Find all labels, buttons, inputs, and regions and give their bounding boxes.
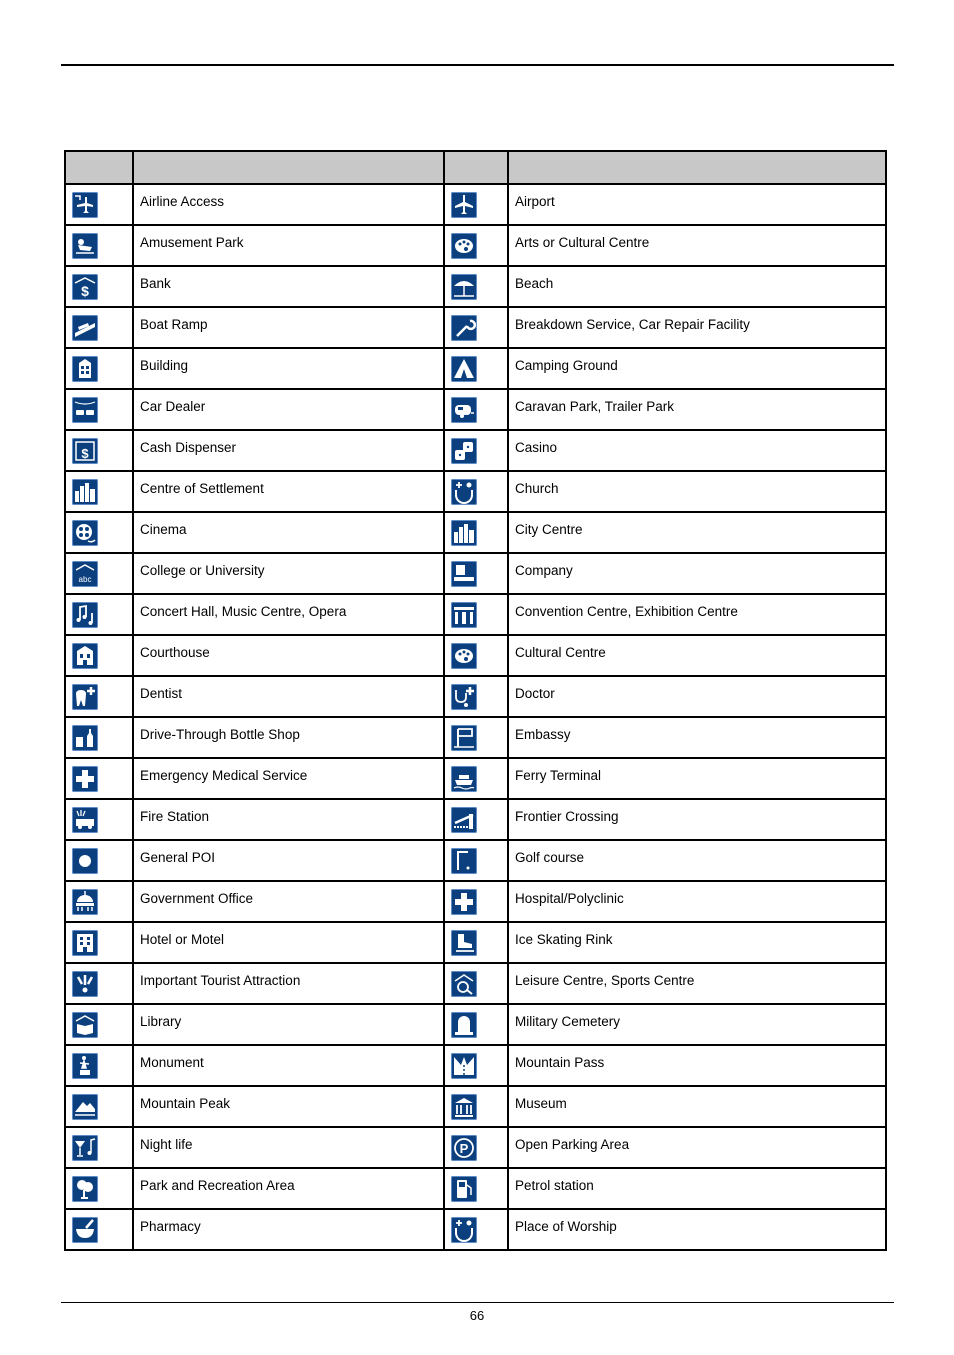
label-cell	[508, 348, 886, 389]
music-notes-icon	[72, 602, 98, 628]
poi-label: Boat Ramp	[140, 317, 208, 332]
beach-umbrella-icon	[451, 274, 477, 300]
icon-cell	[65, 1004, 133, 1045]
golf-flag-icon	[451, 848, 477, 874]
table-row	[65, 635, 886, 676]
icon-cell	[65, 266, 133, 307]
label-cell	[508, 881, 886, 922]
icon-cell	[65, 225, 133, 266]
mortar-pestle-icon	[72, 1217, 98, 1243]
icon-cell	[65, 1127, 133, 1168]
label-cell	[133, 553, 444, 594]
label-cell	[508, 184, 886, 225]
icon-cell	[444, 799, 508, 840]
poi-label: Open Parking Area	[515, 1137, 630, 1152]
label-cell	[133, 471, 444, 512]
bottle-shop-icon	[72, 725, 98, 751]
icon-cell	[65, 717, 133, 758]
film-reel-icon	[72, 520, 98, 546]
poi-label: Frontier Crossing	[515, 809, 619, 824]
poi-label: Ferry Terminal	[515, 768, 602, 783]
table-row	[65, 389, 886, 430]
cash-dispenser-icon	[72, 438, 98, 464]
icon-cell	[444, 758, 508, 799]
poi-label: Casino	[515, 440, 558, 455]
label-cell	[508, 799, 886, 840]
label-cell	[508, 758, 886, 799]
mountain-peak-icon	[72, 1094, 98, 1120]
icon-cell	[444, 1209, 508, 1250]
table-row	[65, 881, 886, 922]
hotel-icon	[72, 930, 98, 956]
label-cell	[508, 1045, 886, 1086]
label-cell	[508, 512, 886, 553]
label-cell	[133, 717, 444, 758]
company-icon	[451, 561, 477, 587]
icon-cell	[65, 389, 133, 430]
poi-label: Caravan Park, Trailer Park	[515, 399, 675, 414]
table-row	[65, 922, 886, 963]
label-cell	[133, 348, 444, 389]
poi-label: General POI	[140, 850, 216, 865]
table-row	[65, 512, 886, 553]
header-cell	[508, 151, 886, 184]
label-cell	[508, 225, 886, 266]
label-cell	[508, 922, 886, 963]
poi-label: College or University	[140, 563, 265, 578]
poi-label: Dentist	[140, 686, 183, 701]
label-cell	[133, 1004, 444, 1045]
table-row	[65, 1086, 886, 1127]
flag-icon	[451, 725, 477, 751]
label-cell	[133, 184, 444, 225]
poi-label: City Centre	[515, 522, 583, 537]
tourist-attraction-icon	[72, 971, 98, 997]
svg-text:P: P	[459, 1141, 469, 1156]
icon-cell	[444, 1168, 508, 1209]
icon-cell	[444, 307, 508, 348]
table-row	[65, 840, 886, 881]
table-row	[65, 430, 886, 471]
poi-label: Fire Station	[140, 809, 210, 824]
poi-label: Airport	[515, 194, 555, 209]
mountain-pass-icon	[451, 1053, 477, 1079]
icon-cell	[444, 225, 508, 266]
poi-label: Cash Dispenser	[140, 440, 237, 455]
poi-label: Beach	[515, 276, 554, 291]
bank-icon	[72, 274, 98, 300]
poi-label: Embassy	[515, 727, 571, 742]
label-cell	[508, 635, 886, 676]
poi-label: Library	[140, 1014, 182, 1029]
table-row	[65, 348, 886, 389]
city-skyline-icon	[451, 520, 477, 546]
label-cell	[133, 1127, 444, 1168]
poi-label: Emergency Medical Service	[140, 768, 308, 783]
fire-truck-icon	[72, 807, 98, 833]
table-row	[65, 1004, 886, 1045]
icon-cell	[444, 963, 508, 1004]
poi-icon-table	[64, 150, 887, 1251]
poi-label: Monument	[140, 1055, 204, 1070]
table-row	[65, 1045, 886, 1086]
header-cell	[133, 151, 444, 184]
cocktail-icon	[72, 1135, 98, 1161]
palette-icon	[451, 233, 477, 259]
icon-cell	[65, 553, 133, 594]
library-book-icon	[72, 1012, 98, 1038]
table-row	[65, 553, 886, 594]
icon-cell	[444, 717, 508, 758]
table-row	[65, 594, 886, 635]
parking-icon	[451, 1135, 477, 1161]
icon-cell	[65, 594, 133, 635]
poi-label: Drive-Through Bottle Shop	[140, 727, 300, 742]
label-cell	[133, 840, 444, 881]
poi-label: Company	[515, 563, 573, 578]
building-icon	[72, 356, 98, 382]
icon-cell	[65, 799, 133, 840]
icon-cell	[65, 758, 133, 799]
convention-centre-icon	[451, 602, 477, 628]
poi-label: Church	[515, 481, 559, 496]
table-row	[65, 676, 886, 717]
wrench-icon	[451, 315, 477, 341]
icon-cell	[65, 840, 133, 881]
label-cell	[508, 594, 886, 635]
label-cell	[133, 1086, 444, 1127]
table-body	[65, 184, 886, 1250]
icon-cell	[444, 512, 508, 553]
table-row	[65, 799, 886, 840]
city-skyline-icon	[72, 479, 98, 505]
icon-cell	[444, 922, 508, 963]
icon-cell	[65, 635, 133, 676]
header-cell	[65, 151, 133, 184]
museum-icon	[451, 1094, 477, 1120]
ice-skate-icon	[451, 930, 477, 956]
icon-cell	[65, 1168, 133, 1209]
poi-label: Doctor	[515, 686, 555, 701]
poi-label: Important Tourist Attraction	[140, 973, 301, 988]
poi-label: Airline Access	[140, 194, 225, 209]
label-cell	[508, 266, 886, 307]
icon-cell	[444, 635, 508, 676]
svg-text:abc: abc	[78, 575, 92, 584]
label-cell	[133, 307, 444, 348]
label-cell	[133, 430, 444, 471]
icon-cell	[444, 1045, 508, 1086]
medical-cross-icon	[451, 889, 477, 915]
poi-label: Pharmacy	[140, 1219, 201, 1234]
icon-cell	[444, 881, 508, 922]
icon-cell	[444, 471, 508, 512]
tent-icon	[451, 356, 477, 382]
caravan-icon	[451, 397, 477, 423]
icon-cell	[65, 184, 133, 225]
poi-label: Hotel or Motel	[140, 932, 225, 947]
table-row	[65, 1168, 886, 1209]
svg-text:$: $	[81, 283, 89, 299]
icon-cell	[65, 922, 133, 963]
poi-label: Ice Skating Rink	[515, 932, 613, 947]
frontier-crossing-icon	[451, 807, 477, 833]
poi-label: Arts or Cultural Centre	[515, 235, 650, 250]
label-cell	[508, 471, 886, 512]
table-row	[65, 1127, 886, 1168]
poi-label: Museum	[515, 1096, 567, 1111]
government-dome-icon	[72, 889, 98, 915]
label-cell	[508, 1004, 886, 1045]
table-row	[65, 471, 886, 512]
airline-access-icon	[72, 192, 98, 218]
poi-label: Bank	[140, 276, 171, 291]
icon-cell	[65, 1086, 133, 1127]
icon-cell	[65, 430, 133, 471]
icon-cell	[444, 676, 508, 717]
icon-cell	[65, 348, 133, 389]
poi-label: Cultural Centre	[515, 645, 606, 660]
label-cell	[133, 512, 444, 553]
header-cell	[444, 151, 508, 184]
label-cell	[508, 840, 886, 881]
poi-label: Centre of Settlement	[140, 481, 264, 496]
label-cell	[133, 1209, 444, 1250]
icon-cell	[65, 471, 133, 512]
poi-label: Leisure Centre, Sports Centre	[515, 973, 695, 988]
page-number: 66	[469, 1308, 485, 1323]
table-row	[65, 184, 886, 225]
icon-cell	[65, 881, 133, 922]
church-icon	[451, 1217, 477, 1243]
poi-label: Breakdown Service, Car Repair Facility	[515, 317, 750, 332]
poi-label: Mountain Pass	[515, 1055, 605, 1070]
airport-icon	[451, 192, 477, 218]
icon-cell	[65, 1209, 133, 1250]
palette-icon	[451, 643, 477, 669]
header-rule	[61, 64, 894, 66]
gravestone-icon	[451, 1012, 477, 1038]
poi-label: Golf course	[515, 850, 585, 865]
table-row	[65, 225, 886, 266]
medical-cross-icon	[72, 766, 98, 792]
label-cell	[133, 881, 444, 922]
label-cell	[133, 676, 444, 717]
church-icon	[451, 479, 477, 505]
poi-label: Building	[140, 358, 189, 373]
label-cell	[508, 1168, 886, 1209]
label-cell	[133, 963, 444, 1004]
poi-label: Night life	[140, 1137, 193, 1152]
label-cell	[508, 717, 886, 758]
poi-label: Car Dealer	[140, 399, 206, 414]
label-cell	[133, 799, 444, 840]
label-cell	[133, 1168, 444, 1209]
table-row	[65, 1209, 886, 1250]
table-header-row	[65, 151, 886, 184]
poi-label: Convention Centre, Exhibition Centre	[515, 604, 738, 619]
amusement-park-icon	[72, 233, 98, 259]
icon-cell	[444, 266, 508, 307]
label-cell	[508, 1127, 886, 1168]
label-cell	[133, 758, 444, 799]
icon-cell	[444, 348, 508, 389]
icon-cell	[65, 676, 133, 717]
icon-cell	[65, 512, 133, 553]
label-cell	[508, 389, 886, 430]
icon-cell	[444, 430, 508, 471]
icon-cell	[65, 963, 133, 1004]
icon-cell	[444, 389, 508, 430]
poi-label: Petrol station	[515, 1178, 594, 1193]
sports-centre-icon	[451, 971, 477, 997]
poi-label: Amusement Park	[140, 235, 244, 250]
poi-label: Camping Ground	[515, 358, 618, 373]
table-row	[65, 963, 886, 1004]
table-row	[65, 758, 886, 799]
car-dealer-icon	[72, 397, 98, 423]
label-cell	[133, 922, 444, 963]
poi-label: Hospital/Polyclinic	[515, 891, 624, 906]
table-row	[65, 717, 886, 758]
icon-cell	[444, 1127, 508, 1168]
dot-icon	[72, 848, 98, 874]
ferry-icon	[451, 766, 477, 792]
icon-cell	[444, 184, 508, 225]
monument-icon	[72, 1053, 98, 1079]
poi-label: Military Cemetery	[515, 1014, 621, 1029]
label-cell	[133, 266, 444, 307]
label-cell	[508, 1086, 886, 1127]
label-cell	[508, 307, 886, 348]
college-icon	[72, 561, 98, 587]
icon-cell	[444, 1086, 508, 1127]
courthouse-icon	[72, 643, 98, 669]
label-cell	[508, 553, 886, 594]
table-row	[65, 266, 886, 307]
poi-label: Place of Worship	[515, 1219, 617, 1234]
svg-text:$: $	[81, 446, 89, 461]
stethoscope-icon	[451, 684, 477, 710]
icon-cell	[444, 1004, 508, 1045]
boat-ramp-icon	[72, 315, 98, 341]
poi-label: Concert Hall, Music Centre, Opera	[140, 604, 347, 619]
poi-label: Park and Recreation Area	[140, 1178, 295, 1193]
label-cell	[508, 430, 886, 471]
fuel-pump-icon	[451, 1176, 477, 1202]
footer-rule	[61, 1302, 894, 1303]
icon-cell	[444, 594, 508, 635]
poi-label: Government Office	[140, 891, 254, 906]
icon-cell	[444, 553, 508, 594]
poi-label: Cinema	[140, 522, 187, 537]
poi-label: Courthouse	[140, 645, 210, 660]
table-row	[65, 307, 886, 348]
label-cell	[133, 594, 444, 635]
icon-cell	[65, 1045, 133, 1086]
label-cell	[133, 225, 444, 266]
label-cell	[133, 389, 444, 430]
label-cell	[133, 1045, 444, 1086]
park-tree-icon	[72, 1176, 98, 1202]
dice-icon	[451, 438, 477, 464]
poi-label: Mountain Peak	[140, 1096, 231, 1111]
dentist-icon	[72, 684, 98, 710]
icon-cell	[65, 307, 133, 348]
label-cell	[508, 1209, 886, 1250]
icon-cell	[444, 840, 508, 881]
label-cell	[508, 676, 886, 717]
label-cell	[133, 635, 444, 676]
label-cell	[508, 963, 886, 1004]
